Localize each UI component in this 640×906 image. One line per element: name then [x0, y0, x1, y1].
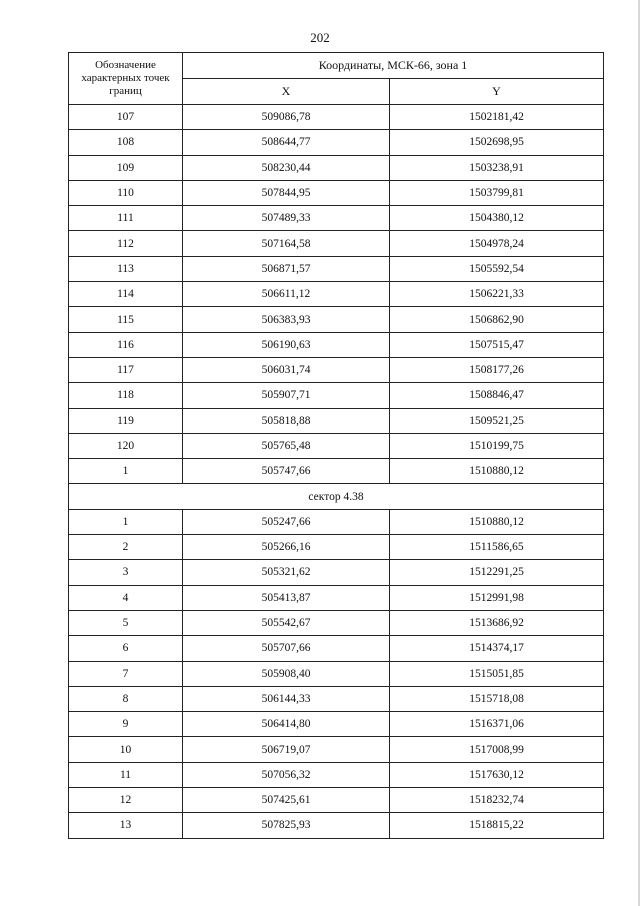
point-cell: 118	[69, 383, 183, 408]
table-row	[69, 383, 604, 408]
y-cell: 1518815,22	[390, 813, 604, 838]
point-cell: 3	[69, 560, 183, 585]
table-row	[69, 307, 604, 332]
x-cell: 506031,74	[183, 357, 390, 382]
y-cell: 1510199,75	[390, 433, 604, 458]
y-cell: 1504978,24	[390, 231, 604, 256]
point-cell: 6	[69, 636, 183, 661]
x-cell: 509086,78	[183, 105, 390, 130]
y-cell: 1507515,47	[390, 332, 604, 357]
table-row	[69, 762, 604, 787]
point-label-header: Обозначение характерных точек границ	[69, 53, 183, 105]
y-cell: 1502698,95	[390, 130, 604, 155]
point-cell: 117	[69, 357, 183, 382]
table-row	[69, 585, 604, 610]
point-cell: 119	[69, 408, 183, 433]
point-cell: 1	[69, 459, 183, 484]
y-cell: 1506862,90	[390, 307, 604, 332]
point-cell: 110	[69, 180, 183, 205]
y-cell: 1504380,12	[390, 206, 604, 231]
x-cell: 507825,93	[183, 813, 390, 838]
table-row	[69, 509, 604, 534]
table-row	[69, 231, 604, 256]
coordinates-group-header: Координаты, МСК-66, зона 1	[183, 53, 604, 79]
point-cell: 120	[69, 433, 183, 458]
y-cell: 1516371,06	[390, 712, 604, 737]
y-cell: 1502181,42	[390, 105, 604, 130]
point-cell: 9	[69, 712, 183, 737]
table-row	[69, 788, 604, 813]
y-cell: 1512291,25	[390, 560, 604, 585]
table-body-sector	[69, 509, 604, 838]
x-cell: 505707,66	[183, 636, 390, 661]
table-row	[69, 180, 604, 205]
point-cell: 111	[69, 206, 183, 231]
table-row	[69, 282, 604, 307]
point-cell: 113	[69, 256, 183, 281]
table-row	[69, 206, 604, 231]
x-cell: 506871,57	[183, 256, 390, 281]
x-cell: 506383,93	[183, 307, 390, 332]
y-cell: 1508846,47	[390, 383, 604, 408]
point-cell: 12	[69, 788, 183, 813]
table-row	[69, 610, 604, 635]
x-cell: 508644,77	[183, 130, 390, 155]
table-row	[69, 459, 604, 484]
x-cell: 505542,67	[183, 610, 390, 635]
x-cell: 505266,16	[183, 535, 390, 560]
table-row	[69, 256, 604, 281]
table-row	[69, 686, 604, 711]
y-cell: 1511586,65	[390, 535, 604, 560]
x-cell: 507164,58	[183, 231, 390, 256]
y-cell: 1513686,92	[390, 610, 604, 635]
x-cell: 506190,63	[183, 332, 390, 357]
table-body-main	[69, 105, 604, 484]
point-cell: 8	[69, 686, 183, 711]
y-cell: 1510880,12	[390, 509, 604, 534]
x-cell: 508230,44	[183, 155, 390, 180]
y-cell: 1518232,74	[390, 788, 604, 813]
y-cell: 1509521,25	[390, 408, 604, 433]
x-cell: 505907,71	[183, 383, 390, 408]
table-row	[69, 105, 604, 130]
table-row	[69, 155, 604, 180]
y-cell: 1515051,85	[390, 661, 604, 686]
point-cell: 108	[69, 130, 183, 155]
x-cell: 506611,12	[183, 282, 390, 307]
x-cell: 506144,33	[183, 686, 390, 711]
point-cell: 7	[69, 661, 183, 686]
table-row	[69, 357, 604, 382]
page-number: 202	[310, 30, 330, 45]
point-cell: 2	[69, 535, 183, 560]
table-row	[69, 130, 604, 155]
point-cell: 114	[69, 282, 183, 307]
table-row	[69, 737, 604, 762]
table-row	[69, 661, 604, 686]
x-cell: 505747,66	[183, 459, 390, 484]
x-cell: 505413,87	[183, 585, 390, 610]
point-cell: 107	[69, 105, 183, 130]
x-cell: 505321,62	[183, 560, 390, 585]
point-cell: 1	[69, 509, 183, 534]
point-cell: 10	[69, 737, 183, 762]
x-cell: 505765,48	[183, 433, 390, 458]
y-cell: 1517630,12	[390, 762, 604, 787]
sector-section	[69, 484, 604, 509]
point-cell: 4	[69, 585, 183, 610]
x-cell: 506719,07	[183, 737, 390, 762]
point-cell: 5	[69, 610, 183, 635]
coordinates-table	[68, 52, 604, 839]
x-cell: 506414,80	[183, 712, 390, 737]
table-row	[69, 433, 604, 458]
y-cell: 1512991,98	[390, 585, 604, 610]
table-row	[69, 712, 604, 737]
table-row	[69, 636, 604, 661]
x-cell: 505908,40	[183, 661, 390, 686]
y-cell: 1503799,81	[390, 180, 604, 205]
point-cell: 11	[69, 762, 183, 787]
x-cell: 505247,66	[183, 509, 390, 534]
x-column-header: X	[183, 79, 390, 105]
point-cell: 109	[69, 155, 183, 180]
table-row	[69, 408, 604, 433]
point-cell: 13	[69, 813, 183, 838]
x-cell: 507844,95	[183, 180, 390, 205]
table-row	[69, 560, 604, 585]
y-cell: 1505592,54	[390, 256, 604, 281]
table-row	[69, 535, 604, 560]
point-cell: 112	[69, 231, 183, 256]
y-cell: 1506221,33	[390, 282, 604, 307]
y-cell: 1515718,08	[390, 686, 604, 711]
y-cell: 1503238,91	[390, 155, 604, 180]
x-cell: 507056,32	[183, 762, 390, 787]
table-row	[69, 813, 604, 838]
y-cell: 1514374,17	[390, 636, 604, 661]
x-cell: 507489,33	[183, 206, 390, 231]
x-cell: 507425,61	[183, 788, 390, 813]
sector-title: сектор 4.38	[69, 484, 604, 509]
y-cell: 1508177,26	[390, 357, 604, 382]
y-cell: 1517008,99	[390, 737, 604, 762]
point-cell: 116	[69, 332, 183, 357]
y-cell: 1510880,12	[390, 459, 604, 484]
x-cell: 505818,88	[183, 408, 390, 433]
y-column-header: Y	[390, 79, 604, 105]
table-row	[69, 332, 604, 357]
point-cell: 115	[69, 307, 183, 332]
